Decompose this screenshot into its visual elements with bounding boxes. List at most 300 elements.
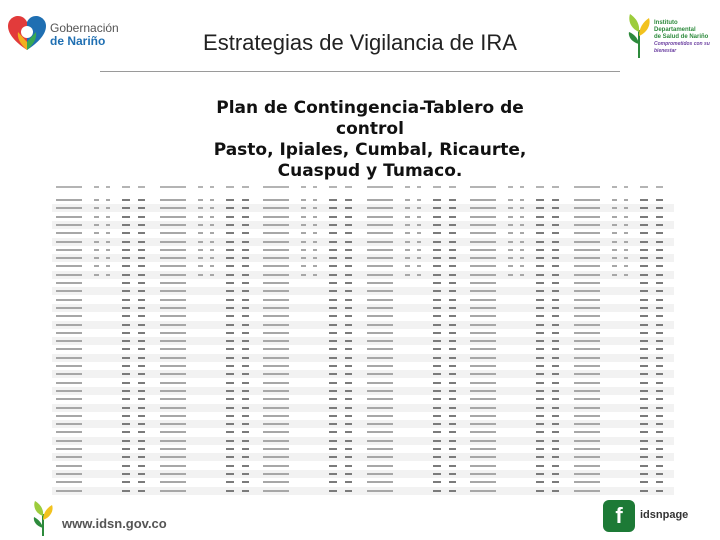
table-cell bbox=[612, 249, 617, 251]
table-cell bbox=[242, 324, 249, 326]
table-cell bbox=[263, 390, 289, 392]
table-cell bbox=[552, 257, 559, 259]
table-cell bbox=[242, 481, 249, 483]
table-cell bbox=[433, 490, 441, 492]
table-row bbox=[52, 428, 156, 436]
table-row bbox=[156, 470, 260, 478]
table-cell bbox=[242, 415, 249, 417]
table-cell bbox=[313, 207, 317, 209]
table-row bbox=[156, 246, 260, 254]
table-cell bbox=[520, 207, 524, 209]
table-cell bbox=[94, 257, 99, 259]
table-row bbox=[570, 395, 674, 403]
table-cell bbox=[138, 382, 145, 384]
table-cell bbox=[574, 241, 600, 243]
table-cell bbox=[417, 241, 421, 243]
table-row bbox=[52, 329, 156, 337]
table-cell bbox=[242, 448, 249, 450]
table-cell bbox=[520, 216, 524, 218]
table-cell bbox=[367, 365, 393, 367]
table-cell bbox=[470, 448, 496, 450]
table-cell bbox=[122, 357, 130, 359]
table-cell bbox=[449, 415, 456, 417]
table-cell bbox=[367, 390, 393, 392]
table-cell bbox=[640, 473, 648, 475]
table-cell bbox=[138, 307, 145, 309]
table-cell bbox=[94, 224, 99, 226]
table-cell bbox=[313, 257, 317, 259]
table-cell bbox=[656, 448, 663, 450]
table-cell bbox=[449, 357, 456, 359]
table-row bbox=[52, 304, 156, 312]
table-cell bbox=[56, 357, 82, 359]
table-cell bbox=[640, 207, 648, 209]
table-cell bbox=[263, 448, 289, 450]
table-cell bbox=[574, 265, 600, 267]
table-cell bbox=[263, 473, 289, 475]
table-cell bbox=[536, 407, 544, 409]
table-cell bbox=[198, 249, 203, 251]
table-cell bbox=[242, 265, 249, 267]
table-row bbox=[259, 420, 363, 428]
table-cell bbox=[345, 423, 352, 425]
table-cell bbox=[552, 199, 559, 201]
table-row bbox=[570, 412, 674, 420]
table-cell bbox=[624, 207, 628, 209]
table-cell bbox=[329, 216, 337, 218]
table-row bbox=[156, 379, 260, 387]
table-cell bbox=[624, 232, 628, 234]
header-cell bbox=[242, 186, 249, 188]
table-cell bbox=[56, 398, 82, 400]
table-row bbox=[52, 337, 156, 345]
control-board-table bbox=[52, 182, 674, 480]
table-cell bbox=[56, 324, 82, 326]
table-row bbox=[156, 312, 260, 320]
table-cell bbox=[367, 465, 393, 467]
table-cell bbox=[536, 398, 544, 400]
table-cell bbox=[94, 199, 99, 201]
table-cell bbox=[656, 431, 663, 433]
table-cell bbox=[520, 199, 524, 201]
table-cell bbox=[574, 332, 600, 334]
table-cell bbox=[367, 481, 393, 483]
table-cell bbox=[449, 448, 456, 450]
table-cell bbox=[574, 290, 600, 292]
table-row bbox=[259, 204, 363, 212]
table-cell bbox=[56, 265, 82, 267]
table-cell bbox=[433, 290, 441, 292]
table-cell bbox=[301, 257, 306, 259]
table-cell bbox=[656, 307, 663, 309]
table-cell bbox=[536, 241, 544, 243]
table-cell bbox=[242, 232, 249, 234]
table-row bbox=[363, 229, 467, 237]
table-cell bbox=[226, 398, 234, 400]
table-row bbox=[466, 196, 570, 204]
table-cell bbox=[210, 265, 214, 267]
table-cell bbox=[160, 307, 186, 309]
table-cell bbox=[160, 481, 186, 483]
table-cell bbox=[656, 398, 663, 400]
table-row bbox=[52, 221, 156, 229]
table-row bbox=[259, 354, 363, 362]
table-cell bbox=[433, 282, 441, 284]
table-cell bbox=[329, 299, 337, 301]
table-cell bbox=[242, 423, 249, 425]
table-cell bbox=[345, 431, 352, 433]
table-cell bbox=[263, 315, 289, 317]
table-cell bbox=[536, 390, 544, 392]
table-cell bbox=[552, 390, 559, 392]
table-row bbox=[52, 379, 156, 387]
table-cell bbox=[263, 307, 289, 309]
logo-right-line1: Instituto bbox=[654, 20, 678, 26]
table-row bbox=[363, 370, 467, 378]
table-cell bbox=[656, 415, 663, 417]
header-cell bbox=[612, 186, 617, 188]
table-cell bbox=[536, 365, 544, 367]
table-cell bbox=[138, 199, 145, 201]
table-cell bbox=[345, 398, 352, 400]
table-row bbox=[466, 345, 570, 353]
table-cell bbox=[160, 448, 186, 450]
table-cell bbox=[470, 324, 496, 326]
table-cell bbox=[536, 274, 544, 276]
table-cell bbox=[552, 232, 559, 234]
table-cell bbox=[226, 465, 234, 467]
table-cell bbox=[656, 274, 663, 276]
table-cell bbox=[138, 465, 145, 467]
table-cell bbox=[226, 241, 234, 243]
table-cell bbox=[263, 207, 289, 209]
table-cell bbox=[552, 315, 559, 317]
table-row bbox=[466, 387, 570, 395]
table-cell bbox=[470, 241, 496, 243]
table-cell bbox=[122, 440, 130, 442]
table-row bbox=[466, 304, 570, 312]
table-cell bbox=[552, 407, 559, 409]
table-cell bbox=[624, 241, 628, 243]
table-cell bbox=[449, 307, 456, 309]
table-row bbox=[466, 246, 570, 254]
table-cell bbox=[56, 415, 82, 417]
table-row bbox=[570, 204, 674, 212]
table-cell bbox=[612, 257, 617, 259]
table-row bbox=[259, 246, 363, 254]
table-cell bbox=[160, 390, 186, 392]
table-cell bbox=[301, 216, 306, 218]
footer-leaf-icon bbox=[28, 500, 58, 536]
table-cell bbox=[574, 249, 600, 251]
table-cell bbox=[574, 274, 600, 276]
table-row bbox=[363, 437, 467, 445]
table-cell bbox=[520, 241, 524, 243]
table-cell bbox=[263, 415, 289, 417]
table-row bbox=[259, 395, 363, 403]
table-group bbox=[466, 182, 570, 480]
table-row bbox=[52, 404, 156, 412]
table-cell bbox=[56, 216, 82, 218]
table-cell bbox=[656, 324, 663, 326]
table-cell bbox=[226, 282, 234, 284]
table-row bbox=[52, 478, 156, 486]
table-cell bbox=[160, 315, 186, 317]
table-cell bbox=[433, 241, 441, 243]
table-row bbox=[363, 379, 467, 387]
table-cell bbox=[242, 465, 249, 467]
table-cell bbox=[520, 274, 524, 276]
table-cell bbox=[263, 373, 289, 375]
table-cell bbox=[56, 332, 82, 334]
table-row bbox=[570, 238, 674, 246]
table-cell bbox=[226, 440, 234, 442]
table-cell bbox=[138, 274, 145, 276]
table-cell bbox=[122, 456, 130, 458]
table-cell bbox=[122, 216, 130, 218]
table-cell bbox=[367, 348, 393, 350]
document-title-clip bbox=[0, 0, 720, 182]
table-cell bbox=[520, 232, 524, 234]
table-cell bbox=[536, 456, 544, 458]
table-cell bbox=[138, 348, 145, 350]
table-row bbox=[156, 262, 260, 270]
table-cell bbox=[226, 407, 234, 409]
table-row bbox=[259, 370, 363, 378]
table-cell bbox=[56, 340, 82, 342]
table-cell bbox=[536, 282, 544, 284]
table-cell bbox=[301, 224, 306, 226]
table-cell bbox=[263, 398, 289, 400]
table-cell bbox=[242, 332, 249, 334]
table-cell bbox=[263, 224, 289, 226]
table-cell bbox=[160, 490, 186, 492]
facebook-icon[interactable]: f bbox=[603, 500, 635, 532]
table-row bbox=[156, 238, 260, 246]
table-row bbox=[156, 287, 260, 295]
table-cell bbox=[640, 282, 648, 284]
table-cell bbox=[449, 340, 456, 342]
table-cell bbox=[263, 357, 289, 359]
table-cell bbox=[417, 265, 421, 267]
table-cell bbox=[263, 340, 289, 342]
table-cell bbox=[612, 265, 617, 267]
table-cell bbox=[198, 207, 203, 209]
table-row bbox=[259, 345, 363, 353]
table-cell bbox=[470, 365, 496, 367]
footer-website-link[interactable]: www.idsn.gov.co bbox=[62, 516, 167, 531]
table-cell bbox=[226, 290, 234, 292]
table-cell bbox=[449, 265, 456, 267]
table-cell bbox=[417, 257, 421, 259]
table-cell bbox=[470, 216, 496, 218]
table-cell bbox=[536, 315, 544, 317]
table-cell bbox=[329, 465, 337, 467]
table-group bbox=[52, 182, 156, 480]
table-cell bbox=[367, 340, 393, 342]
table-row bbox=[466, 321, 570, 329]
table-row bbox=[52, 238, 156, 246]
table-cell bbox=[242, 440, 249, 442]
table-row bbox=[466, 204, 570, 212]
table-cell bbox=[242, 473, 249, 475]
table-row bbox=[570, 321, 674, 329]
table-cell bbox=[242, 207, 249, 209]
table-row bbox=[570, 262, 674, 270]
table-cell bbox=[122, 423, 130, 425]
table-row bbox=[363, 445, 467, 453]
table-cell bbox=[106, 207, 110, 209]
table-cell bbox=[160, 224, 186, 226]
table-cell bbox=[433, 315, 441, 317]
table-cell bbox=[138, 282, 145, 284]
table-cell bbox=[536, 265, 544, 267]
table-cell bbox=[470, 423, 496, 425]
table-cell bbox=[226, 207, 234, 209]
table-cell bbox=[345, 473, 352, 475]
table-row bbox=[52, 262, 156, 270]
table-row bbox=[363, 337, 467, 345]
table-cell bbox=[433, 481, 441, 483]
table-cell bbox=[301, 265, 306, 267]
table-cell bbox=[226, 390, 234, 392]
table-cell bbox=[574, 415, 600, 417]
table-row bbox=[466, 470, 570, 478]
table-row bbox=[259, 445, 363, 453]
table-cell bbox=[329, 332, 337, 334]
table-cell bbox=[433, 249, 441, 251]
table-cell bbox=[536, 199, 544, 201]
table-cell bbox=[56, 440, 82, 442]
table-cell bbox=[242, 274, 249, 276]
table-cell bbox=[656, 382, 663, 384]
table-row bbox=[570, 271, 674, 279]
table-cell bbox=[574, 456, 600, 458]
table-cell bbox=[242, 382, 249, 384]
table-cell bbox=[122, 481, 130, 483]
table-row bbox=[156, 271, 260, 279]
table-cell bbox=[417, 207, 421, 209]
table-cell bbox=[433, 265, 441, 267]
table-cell bbox=[640, 390, 648, 392]
table-cell bbox=[640, 307, 648, 309]
table-cell bbox=[552, 365, 559, 367]
table-row bbox=[259, 238, 363, 246]
table-row bbox=[363, 470, 467, 478]
table-cell bbox=[640, 315, 648, 317]
table-cell bbox=[122, 415, 130, 417]
table-cell bbox=[56, 315, 82, 317]
table-cell bbox=[263, 456, 289, 458]
table-cell bbox=[367, 415, 393, 417]
table-cell bbox=[656, 373, 663, 375]
table-cell bbox=[470, 473, 496, 475]
footer-social-handle[interactable]: idsnpage bbox=[640, 509, 689, 521]
table-cell bbox=[433, 473, 441, 475]
table-cell bbox=[56, 199, 82, 201]
table-row bbox=[259, 470, 363, 478]
table-row bbox=[570, 445, 674, 453]
table-cell bbox=[367, 274, 393, 276]
table-cell bbox=[138, 398, 145, 400]
table-cell bbox=[56, 373, 82, 375]
table-cell bbox=[160, 398, 186, 400]
document-title-line: control bbox=[336, 119, 404, 139]
header-cell bbox=[210, 186, 214, 188]
table-cell bbox=[656, 407, 663, 409]
table-cell bbox=[226, 340, 234, 342]
table-cell bbox=[449, 282, 456, 284]
table-cell bbox=[210, 199, 214, 201]
table-cell bbox=[574, 357, 600, 359]
table-cell bbox=[449, 249, 456, 251]
table-cell bbox=[160, 241, 186, 243]
table-row bbox=[259, 329, 363, 337]
table-cell bbox=[640, 274, 648, 276]
table-cell bbox=[449, 299, 456, 301]
table-cell bbox=[640, 232, 648, 234]
table-cell bbox=[106, 224, 110, 226]
table-group bbox=[363, 182, 467, 480]
table-cell bbox=[405, 199, 410, 201]
table-cell bbox=[122, 274, 130, 276]
table-row bbox=[156, 445, 260, 453]
table-cell bbox=[367, 224, 393, 226]
header-cell bbox=[624, 186, 628, 188]
table-cell bbox=[520, 249, 524, 251]
table-row bbox=[363, 262, 467, 270]
table-cell bbox=[242, 249, 249, 251]
table-cell bbox=[520, 224, 524, 226]
table-cell bbox=[536, 257, 544, 259]
table-cell bbox=[552, 456, 559, 458]
table-cell bbox=[612, 199, 617, 201]
table-cell bbox=[56, 207, 82, 209]
table-cell bbox=[449, 290, 456, 292]
table-row bbox=[363, 478, 467, 486]
table-cell bbox=[405, 216, 410, 218]
table-row bbox=[466, 428, 570, 436]
table-cell bbox=[470, 282, 496, 284]
table-cell bbox=[536, 290, 544, 292]
table-cell bbox=[56, 307, 82, 309]
table-cell bbox=[536, 448, 544, 450]
table-row bbox=[466, 437, 570, 445]
table-row bbox=[259, 312, 363, 320]
table-row bbox=[52, 420, 156, 428]
table-cell bbox=[226, 315, 234, 317]
table-cell bbox=[433, 307, 441, 309]
table-cell bbox=[160, 232, 186, 234]
table-row bbox=[363, 453, 467, 461]
table-cell bbox=[313, 224, 317, 226]
table-cell bbox=[433, 357, 441, 359]
table-cell bbox=[160, 407, 186, 409]
table-cell bbox=[470, 207, 496, 209]
header-cell bbox=[574, 186, 600, 188]
table-cell bbox=[329, 232, 337, 234]
table-cell bbox=[263, 249, 289, 251]
table-cell bbox=[640, 348, 648, 350]
table-cell bbox=[624, 257, 628, 259]
table-cell bbox=[226, 199, 234, 201]
header-cell bbox=[552, 186, 559, 188]
table-row bbox=[466, 395, 570, 403]
table-row bbox=[52, 321, 156, 329]
table-row bbox=[156, 462, 260, 470]
table-cell bbox=[122, 431, 130, 433]
table-cell bbox=[226, 473, 234, 475]
